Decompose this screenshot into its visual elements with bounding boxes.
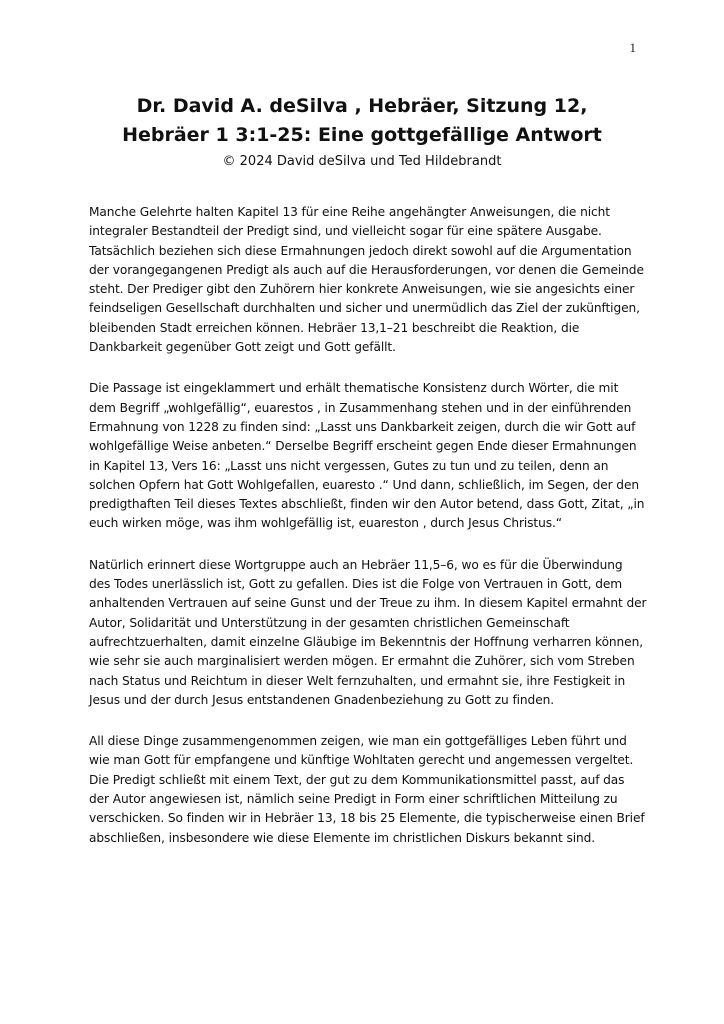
paragraph-3: Natürlich erinnert diese Wortgruppe auch an Hebräer 11,5–6, wo es für die Überwindung des Todes unerlässlich ist, Gott zu gefallen. Dies ist die Folge von Vertrauen in Gott, dem anhaltenden Vertrauen auf seine Gunst und der Treue zu ihm. In diesem Kapitel ermahnt der Autor, Solidarität und Unterstützung in der gesamten christlichen Gemeinschaft aufrechtzuerhalten, damit einzelne Gläubige im Bekenntnis der Hoffnung verharren können, wie sehr sie auch marginalisiert werden mögen. Er ermahnt die Zuhörer, sich vom Streben nach Status und Reichtum in dieser Welt fernzuhalten, und ermahnt sie, ihre Festigkeit in Jesus und der durch Jesus entstandenen Gnadenbeziehung zu Gott zu finden. <box>89 557 647 707</box>
document-body <box>89 203 647 870</box>
document-title <box>60 92 664 150</box>
paragraph-4: All diese Dinge zusammengenommen zeigen, wie man ein gottgefälliges Leben führt und wie man Gott für empfangene und künftige Wohltaten gerecht und angemessen vergeltet. Die Predigt schließt mit einem Text, der gut zu dem Kommunikationsmittel passt, auf das der Autor angewiesen ist, nämlich seine Predigt in Form einer schriftlichen Mitteilung zu verschicken. So finden wir in Hebräer 13, 18 bis 25 Elemente, die typischerweise einen Brief abschließen, insbesondere wie diese Elemente im christlichen Diskurs bekannt sind. <box>89 734 645 845</box>
title-line-2: Hebräer 1 3:1-25: Eine gottgefällige Antwort <box>122 124 602 146</box>
paragraph-1: Manche Gelehrte halten Kapitel 13 für eine Reihe angehängter Anweisungen, die nicht integraler Bestandteil der Predigt sind, und vielleicht sogar für eine spätere Ausgabe. Tatsächlich beziehen sich diese Ermahnungen jedoch direkt sowohl auf die Argumentation der vorangegangenen Predigt als auch auf die Herausforderungen, vor denen die Gemeinde steht. Der Prediger gibt den Zuhörern hier konkrete Anweisungen, wie sie angesichts einer feindseligen Gesellschaft durchhalten und sicher und unermüdlich das Ziel der zukünftigen, bleibenden Stadt erreichen können. Hebräer 13,1–21 beschreibt die Reaktion, die Dankbarkeit gegenüber Gott zeigt und Gott gefällt. <box>89 205 644 355</box>
copyright-notice: © 2024 David deSilva und Ted Hildebrandt <box>222 154 502 169</box>
document-header <box>60 92 664 171</box>
title-line-1: Dr. David A. deSilva , Hebräer, Sitzung 12, <box>136 95 588 117</box>
paragraph-2: Die Passage ist eingeklammert und erhält thematische Konsistenz durch Wörter, die mit dem Begriff „wohlgefällig“, euarestos , in Zusammenhang stehen und in der einführenden Ermahnung von 1228 zu finden sind: „Lasst uns Dankbarkeit zeigen, durch die wir Gott auf wohlgefällige Weise anbeten.“ Derselbe Begriff erscheint gegen Ende dieser Ermahnungen in Kapitel 13, Vers 16: „Lasst uns nicht vergessen, Gutes zu tun und zu teilen, denn an solchen Opfern hat Gott Wohlgefallen, euaresto .“ Und dann, schließlich, im Segen, der den predigthaften Teil dieses Textes abschließt, finden wir den Autor betend, dass Gott, Zitat, „in euch wirken möge, was ihm wohlgefällig ist, euareston , durch Jesus Christus.“ <box>89 381 645 531</box>
page-number: 1 <box>629 40 636 55</box>
